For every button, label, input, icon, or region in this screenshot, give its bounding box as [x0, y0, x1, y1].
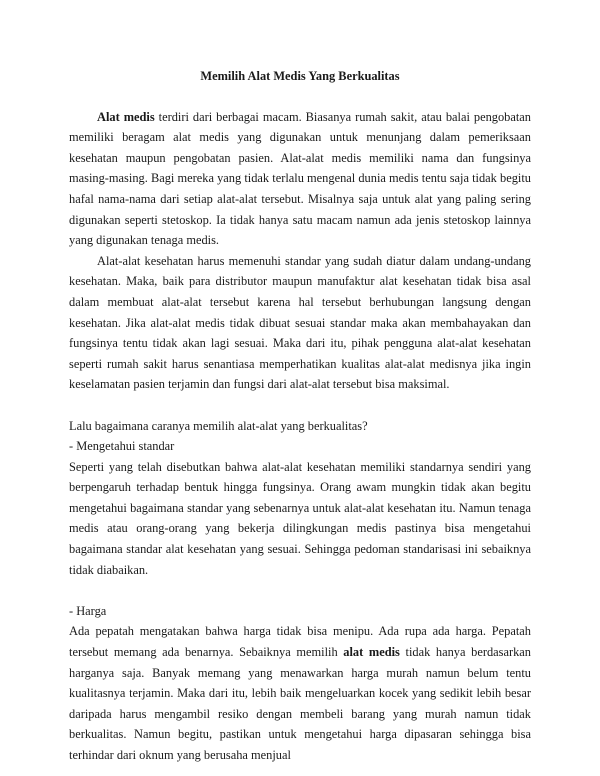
- spacer: [69, 580, 531, 601]
- spacer: [69, 395, 531, 416]
- section-heading-harga: - Harga: [69, 603, 107, 618]
- paragraph-harga: [69, 621, 531, 765]
- section-heading-standar: - Mengetahui standar: [69, 439, 175, 454]
- document-title: Memilih Alat Medis Yang Berkualitas: [200, 69, 400, 83]
- document-body: [69, 66, 531, 766]
- question-line: Lalu bagaimana caranya memilih alat-alat yang berkualitas?: [69, 418, 368, 433]
- paragraph-harga-text-b: tidak hanya berdasarkan harganya saja. Banyak memang yang menawarkan harga murah namun belum tentu kualitasnya terjamin. Maka dari itu, lebih baik mengeluarkan kocek yang sedikit lebih besar daripada harus mengambil resiko dengan membeli barang yang murah namun tidak berkualitas. Namun begitu, pastikan untuk mengetahui harga dipasaran sehingga bisa terhindar dari oknum yang berusaha menjual: [69, 645, 531, 762]
- bold-term-alat-medis: Alat medis: [97, 109, 155, 124]
- paragraph-standards: Alat-alat kesehatan harus memenuhi standar yang sudah diatur dalam undang-undang kesehatan. Maka, baik para distributor maupun manufaktur alat kesehatan tidak bisa asal dalam membuat alat-alat tersebut karena hal tersebut berhubungan langsung dengan kesehatan. Jika alat-alat medis tidak dibuat sesuai standar maka akan membahayakan dan fungsinya tentu tidak akan lagi sesuai. Maka dari itu, pihak pengguna alat-alat kesehatan seperti rumah sakit harus senantiasa memperhatikan kualitas alat-alat medisnya jika ingin keselamatan pasien terjamin dan fungsi dari alat-alat tersebut bisa maksimal.: [69, 253, 531, 392]
- bold-term-alat-medis-2: alat medis: [343, 645, 400, 660]
- paragraph-intro-text: terdiri dari berbagai macam. Biasanya rumah sakit, atau balai pengobatan memiliki beragam alat medis yang digunakan untuk menunjang dalam pemeriksaan kesehatan maupun pengobatan pasien. Alat-alat medis memiliki nama dan fungsinya masing-masing. Bagi mereka yang tidak terlalu mengenal dunia medis tentu saja tidak begitu hafal nama-nama dari setiap alat-alat tersebut. Misalnya saja untuk alat yang paling sering digunakan seperti stetoskop. Ia tidak hanya satu macam namun ada jenis stetoskop lainnya yang digunakan tenaga medis.: [69, 109, 531, 248]
- paragraph-standar: Seperti yang telah disebutkan bahwa alat-alat kesehatan memiliki standarnya sendiri yang berpengaruh terhadap bentuk hingga fungsinya. Orang awam mungkin tidak akan begitu mengetahui bagaimana standar yang sebenarnya untuk alat-alat kesehatan itu. Namun tenaga medis atau orang-orang yang bekerja dilingkungan medis pastinya bisa mengetahui bagaimana standar alat kesehatan yang sesuai. Sehingga pedoman standarisasi ini sebaiknya tidak diabaikan.: [69, 459, 531, 577]
- paragraph-intro: [69, 107, 531, 251]
- paragraph-harga-text-a: Ada pepatah mengatakan bahwa harga tidak bisa menipu. Ada rupa ada harga. Pepatah tersebut memang ada benarnya. Sebaiknya memilih: [69, 624, 531, 660]
